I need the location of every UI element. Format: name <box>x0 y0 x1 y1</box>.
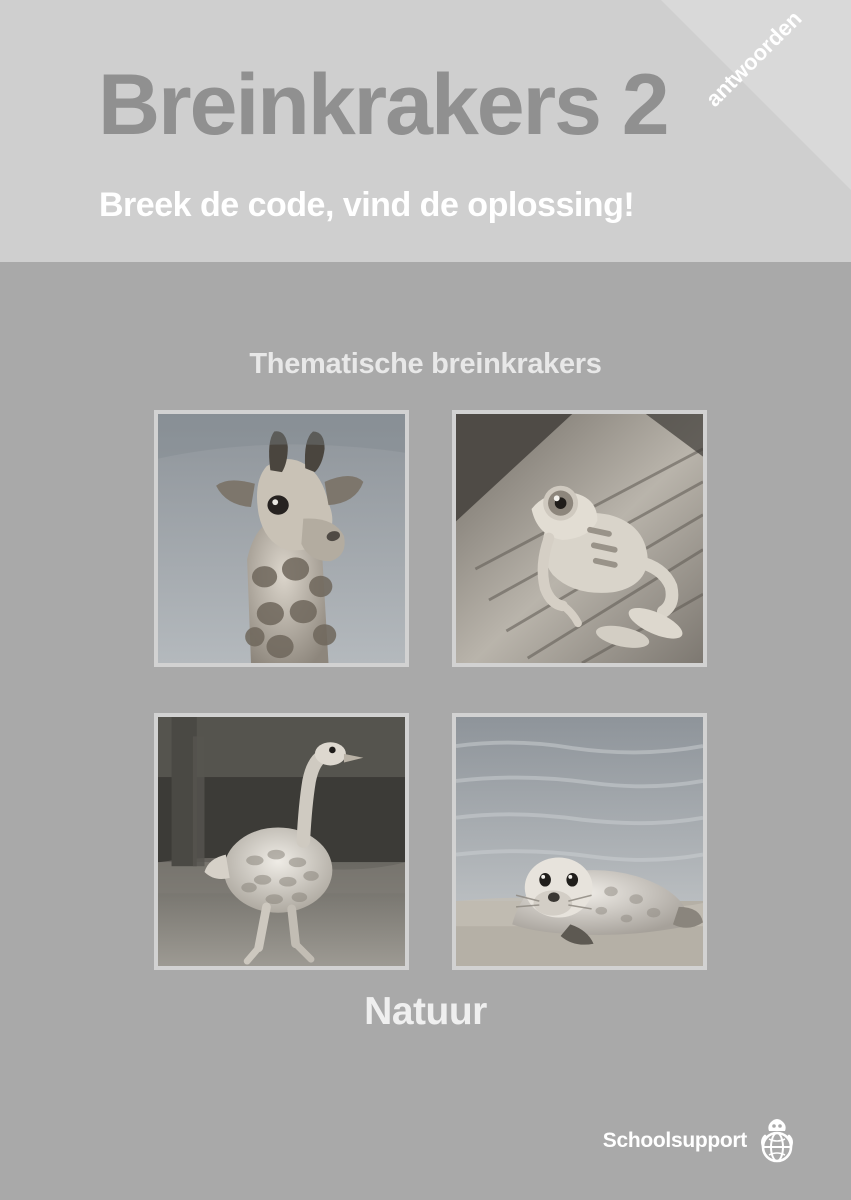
cover-subtitle: Breek de code, vind de oplossing! <box>99 186 635 224</box>
seal-illustration <box>456 717 703 966</box>
giraffe-illustration <box>158 414 405 663</box>
publisher-name: Schoolsupport <box>602 1129 747 1152</box>
answers-corner-ribbon <box>661 0 851 190</box>
theme-title: Thematische breinkrakers <box>249 348 602 380</box>
page-title: Breinkrakers 2 <box>98 57 668 153</box>
cover-body <box>0 262 851 1200</box>
tree-frog-illustration <box>456 414 703 663</box>
ribbon-triangle <box>661 0 851 190</box>
giraffe-photo <box>154 410 409 667</box>
cover-header-band <box>0 0 851 262</box>
ostrich-photo <box>154 713 409 970</box>
ribbon-label: antwoorden <box>700 5 807 112</box>
category-title: Natuur <box>364 990 487 1033</box>
seal-photo <box>452 713 707 970</box>
ostrich-illustration <box>158 717 405 966</box>
globe-character-icon <box>757 1118 797 1164</box>
tree-frog-photo <box>452 410 707 667</box>
cover-footer <box>0 1104 851 1164</box>
photo-grid <box>154 410 699 970</box>
publisher-logo <box>603 1118 797 1164</box>
